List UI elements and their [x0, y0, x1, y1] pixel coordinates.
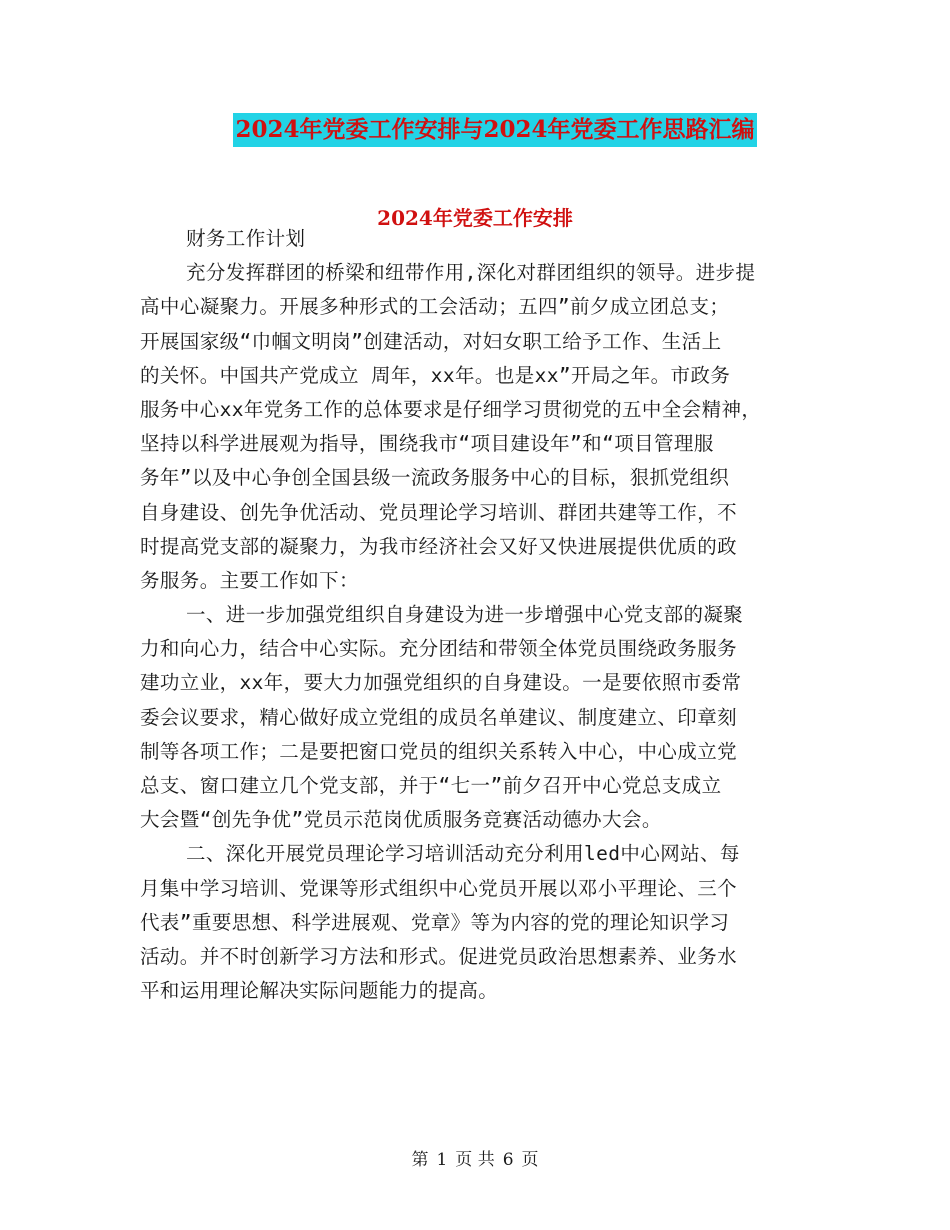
body-line: 平和运用理论解决实际问题能力的提高。 [140, 979, 499, 1003]
body-line: 一、进一步加强党组织自身建设为进一步增强中心党支部的凝聚 [186, 603, 744, 627]
body-line: 委会议要求，精心做好成立党组的成员名单建议、制度建立、印章刻 [140, 705, 738, 729]
body-line: 大会暨“创先争优”党员示范岗优质服务竞赛活动德办大会。 [140, 808, 662, 832]
body-line: 力和向心力，结合中心实际。充分团结和带领全体党员围绕政务服务 [140, 637, 738, 661]
body-line: 自身建设、创先争优活动、党员理论学习培训、群团共建等工作，不 [140, 500, 738, 524]
page-label-prefix: 第 [411, 1150, 429, 1170]
body-line: 高中心凝聚力。开展多种形式的工会活动；五四”前夕成立团总支； [140, 295, 730, 319]
page-footer [0, 1148, 950, 1172]
body-line: 财务工作计划 [186, 227, 306, 250]
body-text [140, 222, 810, 1008]
body-line: 时提高党支部的凝聚力，为我市经济社会又好又快进展提供优质的政 [140, 534, 738, 558]
body-line: 制等各项工作；二是要把窗口党员的组织关系转入中心，中心成立党 [140, 739, 738, 763]
page-label-middle: 页 共 [455, 1150, 495, 1170]
body-line: 的关怀。中国共产党成立 周年，xx年。也是xx”开局之年。市政务 [140, 363, 731, 387]
page-label-suffix: 页 [521, 1150, 539, 1170]
section-title: 2024年党委工作安排 [377, 206, 573, 230]
body-line: 务年”以及中心争创全国县级一流政务服务中心的目标，狠抓党组织 [140, 466, 730, 490]
body-line: 服务中心xx年党务工作的总体要求是仔细学习贯彻党的五中全会精神， [140, 397, 762, 421]
document-title [0, 113, 950, 147]
current-page-number: 1 [436, 1150, 448, 1170]
body-line: 坚持以科学进展观为指导，围绕我市“项目建设年”和“项目管理服 [140, 432, 714, 456]
total-pages-number: 6 [502, 1150, 514, 1170]
body-line: 务服务。主要工作如下： [140, 568, 359, 592]
body-line: 总支、窗口建立几个党支部，并于“七一”前夕召开中心党总支成立 [140, 774, 722, 797]
body-line: 开展国家级“巾帼文明岗”创建活动，对妇女职工给予工作、生活上 [140, 329, 722, 353]
body-line: 代表”重要思想、科学进展观、党章》等为内容的党的理论知识学习 [140, 910, 730, 934]
body-line: 活动。并不时创新学习方法和形式。促进党员政治思想素养、业务水 [140, 944, 738, 968]
body-line: 月集中学习培训、党课等形式组织中心党员开展以邓小平理论、三个 [140, 876, 738, 900]
body-line: 建功立业，xx年，要大力加强党组织的自身建设。一是要依照市委常 [140, 671, 742, 695]
body-line: 二、深化开展党员理论学习培训活动充分利用led中心网站、每 [186, 842, 740, 866]
body-line: 充分发挥群团的桥梁和纽带作用,深化对群团组织的领导。进步提 [186, 261, 756, 285]
document-title-text: 2024年党委工作安排与2024年党委工作思路汇编 [233, 113, 756, 147]
